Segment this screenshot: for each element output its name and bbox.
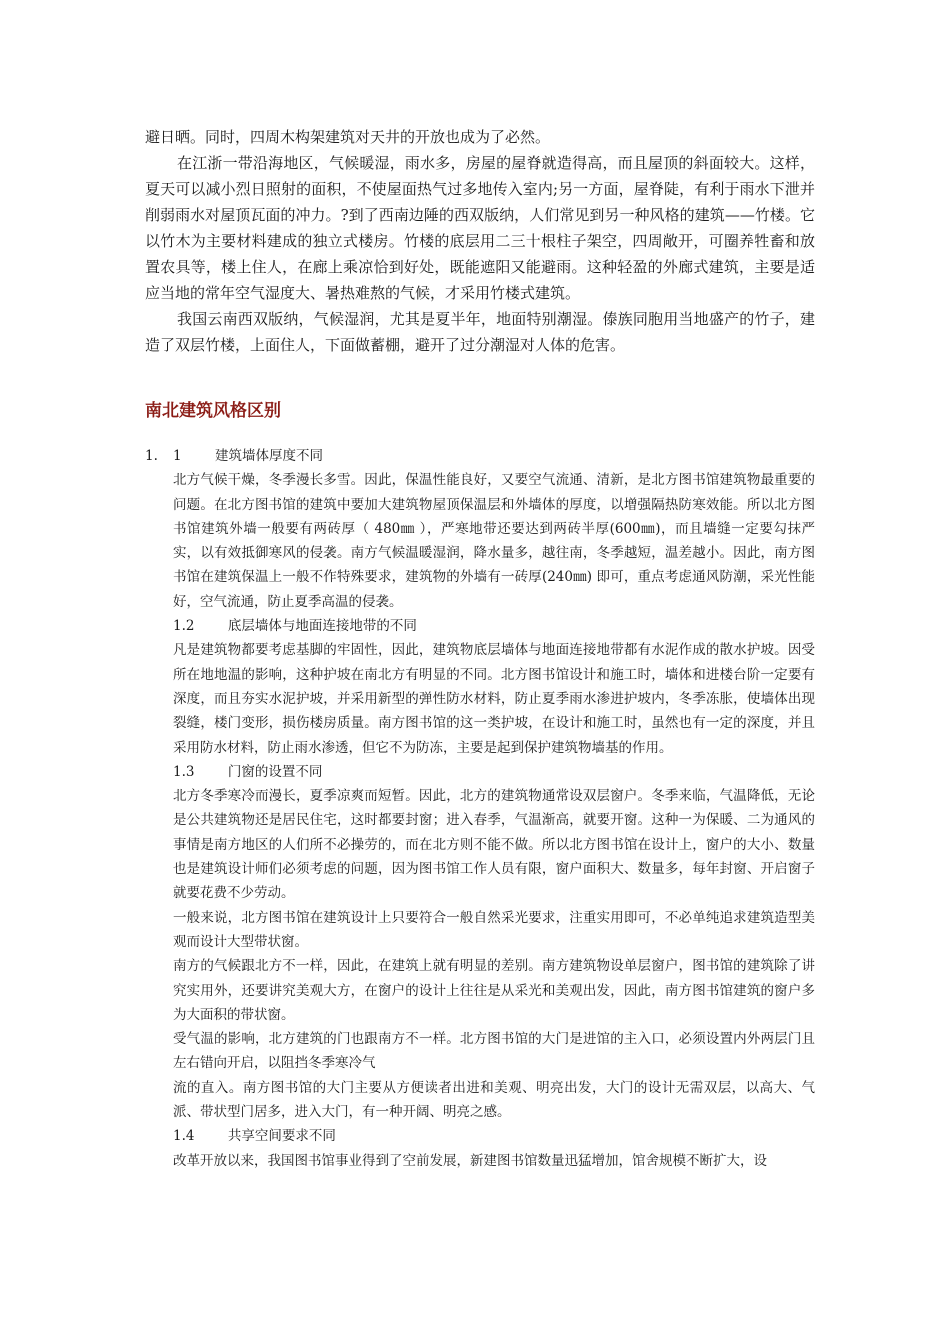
subsection-title-text: 共享空间要求不同 [227,1128,336,1145]
intro-paragraph: 避日晒。同时，四周木构架建筑对天井的开放也成为了必然。 [145,128,551,146]
body-paragraph: 南方的气候跟北方不一样，因此，在建筑上就有明显的差别。南方建筑物设单层窗户，图书馆的建筑除了讲究实用外，还要讲究美观大方，在窗户的设计上往往是从采光和美观出发，因此，南方图书馆建筑的窗户多为大面积的带状窗。 [173,958,815,1023]
body-paragraph: 一般来说，北方图书馆在建筑设计上只要符合一般自然采光要求，注重实用即可，不必单纯追求建筑造型美观而设计大型带状窗。 [173,909,815,950]
subsection-number-b: 2 [185,618,195,635]
intro-paragraph: 在江浙一带沿海地区，气候暖湿，雨水多，房屋的屋脊就造得高，而且屋顶的斜面较大。这样，夏天可以减小烈日照射的面积，不使屋面热气过多地传入室内;另一方面，屋脊陡，有利于雨水下泄并削弱雨水对屋顶瓦面的冲力。?到了西南边陲的西双版纳，人们常见到另一种风格的建筑——竹楼。它以竹木为主要材料建成的独立式楼房。竹楼的底层用二三十根柱子架空，四周敞开，可圈养牲畜和放置农具等，楼上住人，在廊上乘凉恰到好处，既能遮阳又能避雨。这种轻盈的外廊式建筑，主要是适应当地的常年空气湿度大、暑热难熬的气候，才采用竹楼式建筑。 [145,154,815,302]
body-paragraph: 凡是建筑物都要考虑基脚的牢固性，因此，建筑物底层墙体与地面连接地带都有水泥作成的散水护坡。因受所在地地温的影响，这种护坡在南北方有明显的不同。北方图书馆设计和施工时，墙体和进楼台阶一定要有深度，而且夯实水泥护坡，并采用新型的弹性防水材料，防止夏季雨水渗进护坡内，冬季冻胀，使墙体出现裂缝，楼门变形，损伤楼房质量。南方图书馆的这一类护坡，在设计和施工时，虽然也有一定的深度，并且采用防水材料，防止雨水渗透，但它不为防冻，主要是起到保护建筑物墙基的作用。 [173,642,815,756]
body-paragraph: 流的直入。南方图书馆的大门主要从方便读者出进和美观、明亮出发，大门的设计无需双层，以高大、气派、带状型门居多，进入大门，有一种开阔、明亮之感。 [173,1079,815,1121]
subsection-number-a: 1. [173,763,186,780]
body-paragraph: 北方冬季寒冷而漫长，夏季凉爽而短暂。因此，北方的建筑物通常设双层窗户。冬季来临，气温降低，无论是公共建筑物还是居民住宅，这时都要封窗；进入春季，气温渐高，就要开窗。这种一为保暖、二为通风的事情是南方地区的人们所不必操劳的，而在北方则不能不做。所以北方图书馆在设计上，窗户的大小、数量也是建筑设计师们必须考虑的问题，因为图书馆工作人员有限，窗户面积大、数量多，每年封窗、开启窗子就要花费不少劳动。 [173,788,815,902]
body-paragraph: 改革开放以来，我国图书馆事业得到了空前发展，新建图书馆数量迅猛增加，馆舍规模不断扩大，设 [173,1152,767,1169]
intro-text [145,124,815,358]
subsection-title-text: 底层墙体与地面连接地带的不同 [227,618,417,635]
subsection-title [145,760,815,784]
subsection-title [145,1124,815,1148]
subsection-number-b: 1 [173,448,182,464]
subsection-number-b: 4 [185,1128,195,1145]
intro-paragraph: 我国云南西双版纳，气候湿润，尤其是夏半年，地面特别潮湿。傣族同胞用当地盛产的竹子，建造了双层竹楼，上面住人，下面做蓄棚，避开了过分潮湿对人体的危害。 [145,310,815,354]
body-paragraph: 北方气候干燥，冬季漫长多雪。因此，保温性能良好，又要空气流通、清新，是北方图书馆建筑物最重要的问题。在北方图书馆的建筑中要加大建筑物屋顶保温层和外墙体的厚度，以增强隔热防寒效能。所以北方图书馆建筑外墙一般要有两砖厚（ 480㎜ ），严寒地带还要达到两砖半厚(600㎜)，而且墙缝一定要勾抹严实，以有效抵御寒风的侵袭。南方气候温暖湿润，降水量多，越往南，冬季越短，温差越小。因此，南方图书馆在建筑保温上一般不作特殊要求，建筑物的外墙有一砖厚(240㎜) 即可，重点考虑通风防潮，采光性能好，空气流通，防止夏季高温的侵袭。 [173,472,815,610]
subsection-title-text: 建筑墙体厚度不同 [215,448,323,464]
subsection-number-b: 3 [185,763,195,780]
subsection-title [145,444,815,468]
outline-list [145,444,815,1173]
body-paragraph: 受气温的影响，北方建筑的门也跟南方不一样。北方图书馆的大门是进馆的主入口，必须设置内外两层门且左右错向开启，以阻挡冬季寒冷气 [173,1031,815,1072]
subsection-title-text: 门窗的设置不同 [227,763,323,780]
subsection-number-a: 1. [173,618,186,635]
subsection-number-a: 1. [173,1128,186,1145]
section-heading: 南北建筑风格区别 [145,401,281,421]
subsection-number-a: 1. [145,448,158,464]
subsection-title [145,614,815,638]
